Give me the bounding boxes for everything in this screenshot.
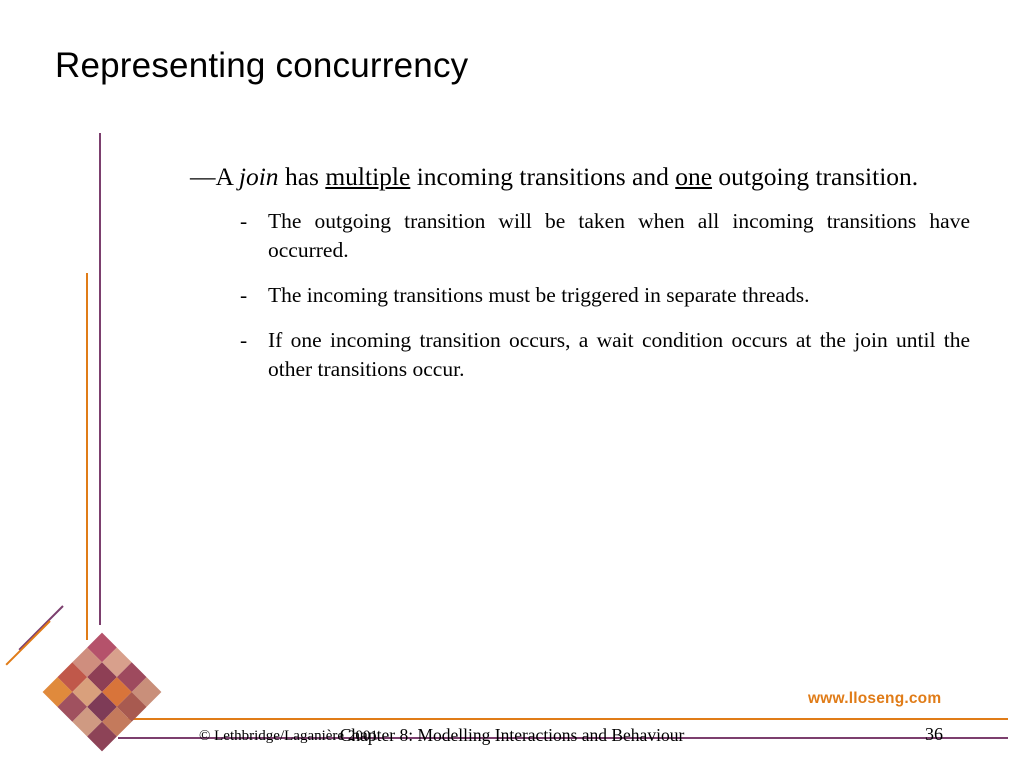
list-item: [190, 207, 970, 264]
bullet-underlined-multiple: multiple: [325, 162, 411, 191]
footer-chapter-title: Chapter 8: Modelling Interactions and Behaviour: [339, 725, 685, 745]
list-item: [190, 326, 970, 383]
sub-bullet-marker: -: [240, 209, 248, 234]
bullet-dash: —: [190, 162, 216, 191]
sub-bullet-text: The incoming transitions must be triggered in separate threads.: [268, 282, 810, 307]
sub-bullet-marker: -: [240, 282, 248, 307]
footer-page-number: 36: [925, 724, 943, 744]
decorative-orange-horizontal-line: [104, 718, 1008, 720]
bullet-level1: [190, 160, 970, 193]
bullet-text-mid: incoming transitions and: [410, 162, 676, 191]
sub-bullet-text: The outgoing transition will be taken when all incoming transitions have occurred.: [268, 209, 970, 262]
bullet-text-after-italic: has: [278, 162, 326, 191]
sub-bullet-list: [190, 207, 970, 383]
sub-bullet-text: If one incoming transition occurs, a wait condition occurs at the join until the other transitions occur.: [268, 328, 970, 381]
sub-bullet-marker: -: [240, 328, 248, 353]
bullet-text-end: outgoing transition.: [712, 162, 919, 191]
page-title: Representing concurrency: [55, 46, 469, 85]
decorative-orange-vertical-line: [86, 273, 88, 640]
bullet-underlined-one: one: [675, 162, 713, 191]
bullet-italic-term: join: [238, 162, 279, 191]
slide-body: [190, 160, 970, 383]
list-item: [190, 281, 970, 309]
decorative-purple-vertical-line: [99, 133, 101, 625]
footer-copyright: © Lethbridge/Laganière 2001: [199, 728, 378, 744]
footer-website-url: www.lloseng.com: [808, 690, 942, 707]
bullet-text-before-italic: A: [215, 162, 239, 191]
